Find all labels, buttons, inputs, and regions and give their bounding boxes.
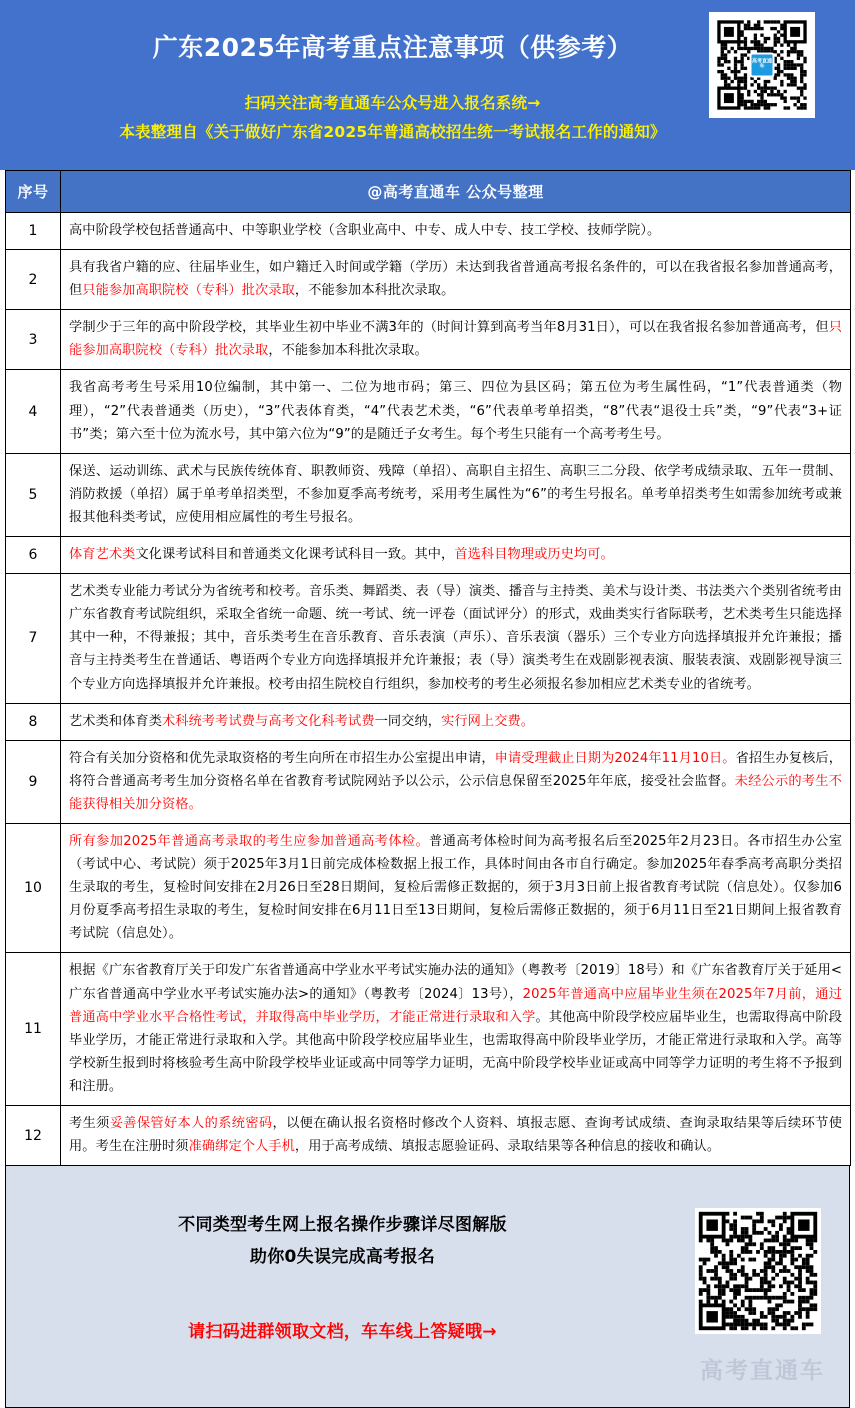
row-index-cell: 4 [6,370,61,453]
body-text: 符合有关加分资格和优先录取资格的考生向所在市招生办公室提出申请， [69,750,495,766]
body-text: 根据《广东省教育厅关于印发广东省普通高中学业水平考试实施办法的通知》（粤教考〔2019〕18号）和《广东省教育厅关于延用<广东省普通高中学业水平考试实施办法>的通知》（粤教考〔2024〕13号）， [69,963,843,1002]
table-row [6,953,851,1106]
table-row [6,574,851,703]
body-text: ，不能参加本科批次录取。 [294,283,455,299]
row-content-cell [61,250,851,310]
body-text: 我省高考考生号采用10位编制，其中第一、二位为地市码；第三、四位为县区码；第五位为考生属性码，“1”代表普通类（物理），“2”代表普通类（历史），“3”代表体育类，“4”代表艺术类，“6”代表单考单招类，“8”代表“退役士兵”类，“9”代表“3+证书”类；第六至十位为流水号，其中第六位为“9”的是随迁子女考生。每个考生只能有一个高考考生号。 [69,380,842,442]
table-head [6,171,851,213]
row-index-cell: 10 [6,823,61,952]
row-index-cell: 11 [6,953,61,1106]
row-content-cell [61,823,851,952]
column-header-index: 序号 [6,171,61,213]
row-content-cell [61,453,851,536]
body-text: 学制少于三年的高中阶段学校，其毕业生初中毕业不满3年的（时间计算到高考当年8月31日），可以在我省报名参加普通高考，但 [69,320,829,336]
highlighted-text: 妥善保管好本人的系统密码 [109,1116,273,1131]
row-content-cell [61,537,851,574]
highlighted-text: 准确绑定个人手机 [188,1139,295,1155]
body-text: ，以便在确认报名资格时修改个人资料、填报志愿、查询考试成绩、查询录取结果等后续环节使用。考生在注册时须 [69,1116,842,1155]
body-text: 省招生办复核后，将符合普通高考考生加分资格名单在省教育考试院网站予以公示，公示信息保留至2025年年底，接受社会监督。 [69,750,842,789]
row-content-cell [61,310,851,370]
page-title: 广东2025年高考重点注意事项（供参考） [152,33,633,62]
body-text: 保送、运动训练、武术与民族传统体育、职教师资、残障（单招）、高职自主招生、高职三二分段、依学考成绩录取、五年一贯制、消防救援（单招）属于单考单招类型，不参加夏季高考统考，采用考生属性为“6”的考生号报名。单考单招类考生如需参加统考或兼报其他科类考试，应使用相应属性的考生号报名。 [69,463,842,525]
row-content-cell [61,703,851,740]
row-index-cell: 12 [6,1106,61,1166]
qr-code-icon [695,1208,821,1334]
row-index-cell: 9 [6,740,61,823]
highlighted-text: 首选科目物理或历史均可。 [454,547,614,563]
row-content-cell [61,1106,851,1166]
body-text: 一同交纳， [374,713,442,729]
body-text: ，用于高考成绩、填报志愿验证码、录取结果等各种信息的接收和确认。 [294,1139,721,1155]
footer-qr-code[interactable] [695,1208,821,1334]
highlighted-text: 只能参加高职院校（专科）批次录取 [82,283,295,299]
table-row [6,537,851,574]
table-row [6,250,851,310]
table-header-row [6,171,851,213]
banner-qr-code[interactable] [709,12,815,118]
body-text: 高中阶段学校包括普通高中、中等职业学校（含职业高中、中专、成人中专、技工学校、技师学院）。 [69,223,661,238]
table-row [6,213,851,250]
body-text: 艺术类和体育类 [69,713,163,729]
body-text: 。其他高中阶段学校应届毕业生，也需取得高中阶段毕业学历，才能正常进行录取和入学。其他高中阶段学校应届毕业生，也需取得高中阶段毕业学历，才能正常进行录取和入学。高等学校新生报到时将核验考生高中阶段学校毕业证或高中同等学力证明，无高中阶段学校毕业证或高中同等学力证明的考生将不予报到和注册。 [69,1009,842,1094]
body-text: 考生须 [69,1116,110,1131]
highlighted-text: 所有参加2025年普通高考录取的考生应参加普通高考体检。 [69,833,430,849]
row-content-cell [61,953,851,1106]
footer-watermark: 高考直通车 [700,1358,825,1385]
banner-subtitle-line1: 扫码关注高考直通车公众号进入报名系统→ [244,94,541,113]
column-header-body: @高考直通车 公众号整理 [61,171,851,213]
notice-table-container [0,170,855,1166]
footer-headline-1: 不同类型考生网上报名操作步骤详尽图解版 [178,1215,507,1236]
row-content-cell [61,370,851,453]
page-banner [0,0,855,170]
table-row [6,453,851,536]
row-index-cell: 2 [6,250,61,310]
table-row [6,370,851,453]
banner-subtitle-line2: 本表整理自《关于做好广东省2025年普通高校招生统一考试报名工作的通知》 [119,122,666,141]
highlighted-text: 术科统考考试费与高考文化科考试费 [162,713,375,729]
footer-cta-text: 请扫码进群领取文档，车车线上答疑哦→ [188,1322,497,1343]
body-text: 文化课考试科目和普通类文化课考试科目一致。其中， [135,547,455,563]
highlighted-text: 未经公示的考生不能获得相关加分资格。 [69,773,842,812]
row-index-cell: 7 [6,574,61,703]
body-text: ，不能参加本科批次录取。 [268,343,428,359]
footer-headline-2: 助你0失误完成高考报名 [249,1246,436,1267]
body-text: 具有我省户籍的应、往届毕业生，如户籍迁入时间或学籍（学历）未达到我省普通高考报名条件的，可以在我省报名参加普通高考，但 [69,260,842,299]
highlighted-text: 体育艺术类 [69,547,136,563]
row-index-cell: 1 [6,213,61,250]
footer-promo-panel [5,1166,850,1408]
table-row [6,703,851,740]
table-body [6,213,851,1166]
table-row [6,740,851,823]
row-index-cell: 3 [6,310,61,370]
row-index-cell: 6 [6,537,61,574]
body-text: 艺术类专业能力考试分为省统考和校考。音乐类、舞蹈类、表（导）演类、播音与主持类、美术与设计类、书法类六个类别省统考由广东省教育考试院组织，采取全省统一命题、统一考试、统一评卷（面试评分）的形式，戏曲类实行省际联考，艺术类考生只能选择其中一种，不得兼报；其中，音乐类考生在音乐教育、音乐表演（声乐）、音乐表演（器乐）三个专业方向选择填报并允许兼报；播音与主持类考生在普通话、粤语两个专业方向选择填报并允许兼报；表（导）演类考生在戏剧影视表演、服装表演、戏剧影视导演三个专业方向选择填报并允许兼报。校考由招生院校自行组织，参加校考的考生必须报名参加相应艺术类专业的省统考。 [69,584,842,692]
notice-table [5,170,851,1166]
highlighted-text: 2025年普通高中应届毕业生须在2025年7月前，通过普通高中学业水平合格性考试，并取得高中毕业学历，才能正常进行录取和入学 [69,986,842,1025]
qr-center-logo: 高考直通车 [750,53,775,78]
row-content-cell [61,213,851,250]
highlighted-text: 实行网上交费。 [441,713,535,729]
body-text: 普通高考体检时间为高考报名后至2025年2月23日。各市招生办公室（考试中心、考试院）须于2025年3月1日前完成体检数据上报工作，具体时间由各市自行确定。参加2025年春季高考高职分类招生录取的考生，复检时间安排在2月26日至28日期间，复检后需修正数据的，须于3月3日前上报省教育考试院（信息处）。仅参加6月份夏季高考招生录取的考生，复检时间安排在6月11日至13日期间，复检后需修正数据的，须于6月11日至21日期间上报省教育考试院（信息处）。 [69,833,842,942]
table-row [6,823,851,952]
table-row [6,310,851,370]
highlighted-text: 只能参加高职院校（专科）批次录取 [69,320,842,359]
qr-code-icon [714,17,810,113]
row-index-cell: 5 [6,453,61,536]
table-row [6,1106,851,1166]
highlighted-text: 申请受理截止日期为2024年11月10日。 [494,750,736,766]
row-index-cell: 8 [6,703,61,740]
row-content-cell [61,574,851,703]
row-content-cell [61,740,851,823]
